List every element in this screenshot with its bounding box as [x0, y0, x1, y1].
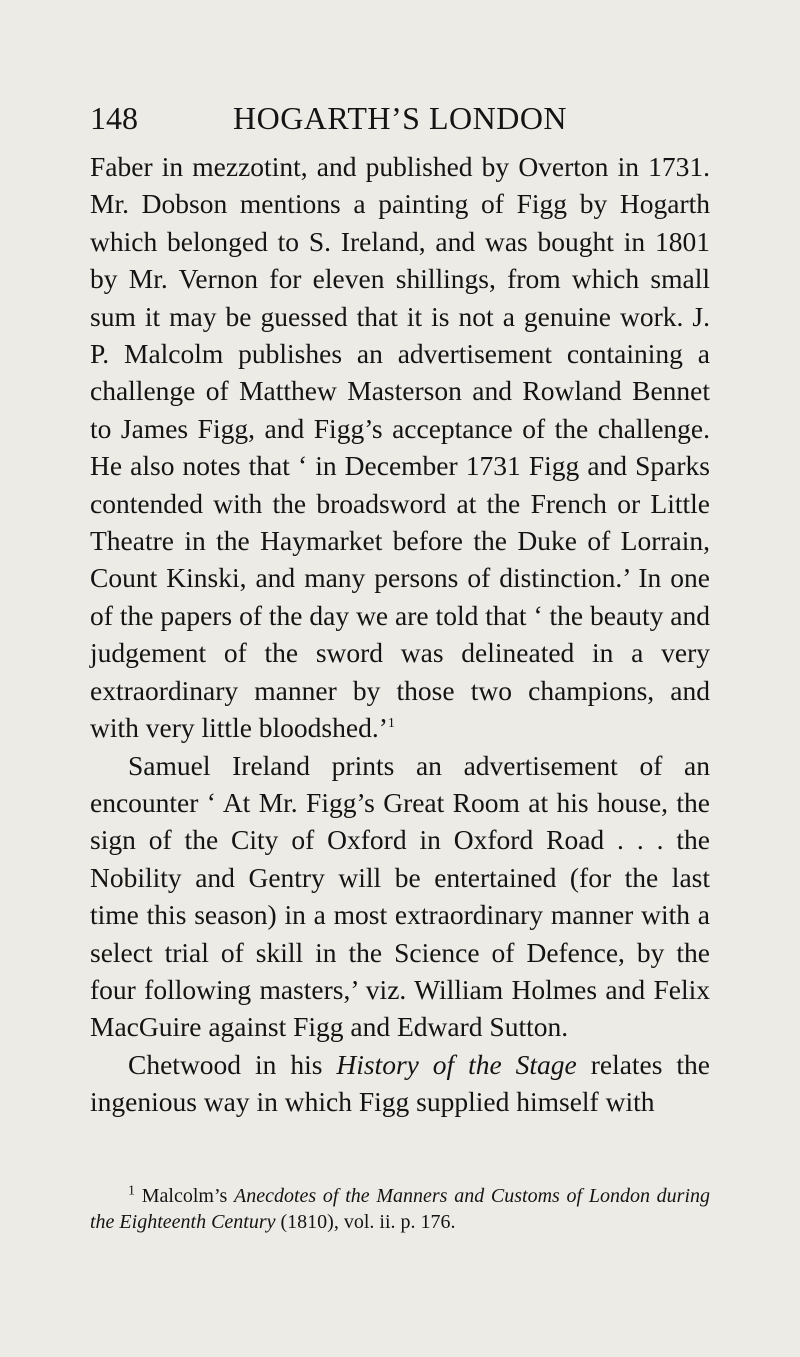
footnote [90, 1183, 710, 1235]
footnote-reference: 1 [387, 715, 395, 731]
page-header [90, 98, 710, 138]
page-number: 148 [90, 100, 138, 136]
footnote-marker: 1 [128, 1183, 135, 1199]
paragraph-text: relates the ingenious way in which Figg supplied himself with [90, 1048, 710, 1118]
paragraph-text: Samuel Ireland prints an advertisement of an encounter ‘ At Mr. Figg’s Great Room at his house, the sign of the City of Oxford in Oxford Road . . . the Nobility and Gentry will be entertained (for the last time this season) in a most extraordinary manner with a select trial of skill in the Science of Defence, by the four following masters,’ viz. William Holmes and Felix MacGuire against Figg and Edward Sutton. [90, 749, 710, 1043]
paragraph-text: Faber in mezzotint, and published by Overton in 1731. Mr. Dobson mentions a painting of Figg by Hogarth which belonged to S. Ireland, and was bought in 1801 by Mr. Vernon for eleven shillings, from which small sum it may be guessed that it is not a genuine work. J. P. Malcolm publishes an advertisement containing a challenge of Matthew Masterson and Rowland Bennet to James Figg, and Figg’s acceptance of the challenge. He also notes that ‘ in December 1731 Figg and Sparks contended with the broadsword at the French or Little Theatre in the Haymarket before the Duke of Lorrain, Count Kinski, and many persons of distinction.’ In one of the papers of the day we are told that ‘ the beauty and judgement of the sword was delineated in a very extraordinary manner by those two champions, and with very little bloodshed.’ [90, 151, 710, 744]
paragraph-text: Chetwood in his [128, 1048, 337, 1080]
paragraph [90, 1046, 710, 1121]
footnote-text: (1810), vol. ii. p. 176. [275, 1211, 456, 1233]
running-head: HOGARTH’S LONDON [232, 100, 568, 136]
body-text [90, 148, 710, 1121]
book-title-italic: History of the Stage [336, 1048, 577, 1080]
paragraph [90, 148, 710, 747]
paragraph [90, 747, 710, 1046]
footnote-text: Malcolm’s [141, 1185, 235, 1207]
footnote-book-title: Anecdotes of the Manners and Customs of London during the Eighteenth Century [90, 1185, 711, 1233]
